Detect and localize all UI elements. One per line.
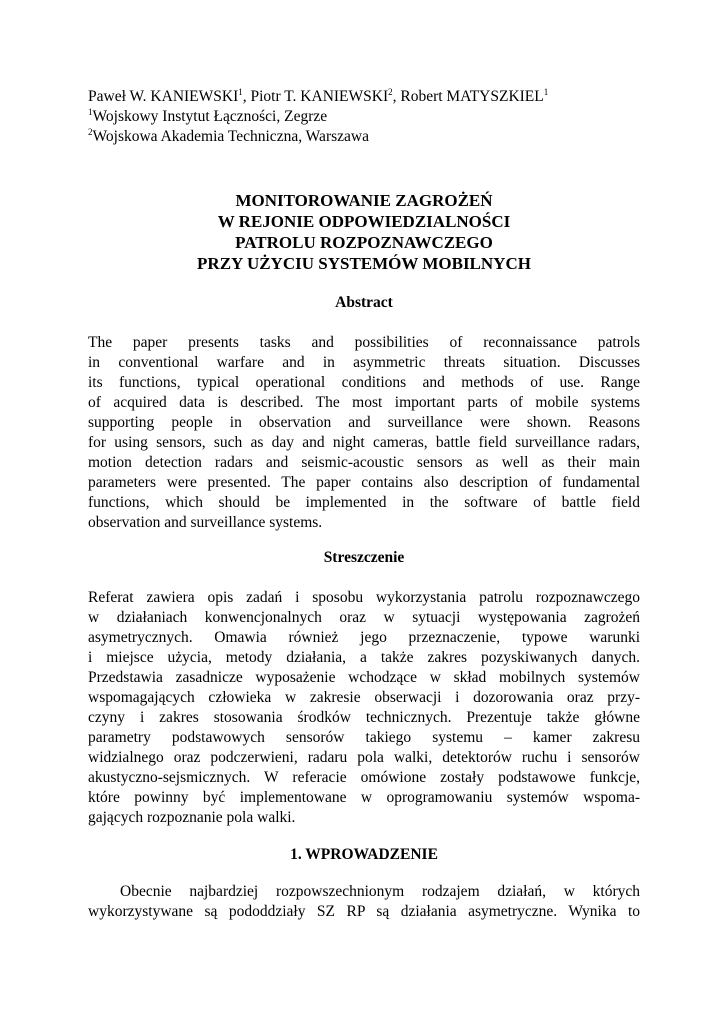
paper-title: [88, 190, 640, 274]
section-1-heading: 1. WPROWADZENIE: [290, 846, 438, 863]
streszczenie-line: które powinny być implementowane w oprogramowaniu systemów wspoma-: [88, 789, 640, 806]
section-1-line: Obecnie najbardziej rozpowszechnionym rodzajem działań, w których: [120, 883, 640, 900]
abstract-paragraph: [88, 333, 640, 533]
author-name: Paweł W. KANIEWSKI: [88, 88, 239, 105]
author-affiliation-mark: 1: [543, 87, 549, 97]
author-block: [88, 87, 640, 147]
affiliation-line: [88, 107, 640, 127]
streszczenie-paragraph: [88, 588, 640, 828]
streszczenie-line: wspomagających człowieka w zakresie obserwacji i dozorowania oraz przy-: [88, 689, 640, 706]
streszczenie-line: parametry podstawowych sensorów takiego systemu – kamer zakresu: [88, 729, 640, 746]
title-line: PATROLU ROZPOZNAWCZEGO: [235, 233, 493, 252]
abstract-line: observation and surveillance systems.: [88, 514, 323, 531]
affiliation-line: [88, 127, 640, 147]
affiliation-mark: 2: [88, 127, 93, 137]
affiliation-text: Wojskowa Akademia Techniczna, Warszawa: [92, 128, 369, 145]
streszczenie-line: asymetrycznych. Omawia również jego przeznaczenie, typowe warunki: [88, 629, 640, 646]
streszczenie-line: Przedstawia zasadnicze wyposażenie wchodzące w skład mobilnych systemów: [88, 669, 640, 686]
author-affiliation-mark: 1: [238, 87, 243, 97]
section-1-line: wykorzystywane są pododdziały SZ RP są działania asymetryczne. Wynika to: [88, 903, 640, 920]
abstract-line: of acquired data is described. The most important parts of mobile systems: [88, 394, 640, 411]
abstract-line: motion detection radars and seismic-acoustic sensors as well as their main: [88, 454, 640, 471]
streszczenie-line: i miejsce użycia, metody działania, a także zakres pozyskiwanych danych.: [88, 649, 640, 666]
section-1-paragraph: [88, 882, 640, 922]
title-line: MONITOROWANIE ZAGROŻEŃ: [235, 191, 493, 210]
streszczenie-heading: Streszczenie: [323, 549, 405, 566]
abstract-line: parameters were presented. The paper contains also description of fundamental: [88, 474, 640, 491]
abstract-line: supporting people in observation and surveillance were shown. Reasons: [88, 414, 640, 431]
author-name: , Robert MATYSZKIEL: [392, 88, 544, 105]
streszczenie-line: akustyczno-sejsmicznych. W referacie omówione zostały podstawowe funkcje,: [88, 769, 640, 786]
author-line: [88, 87, 640, 107]
abstract-line: functions, which should be implemented in the software of battle field: [88, 494, 640, 511]
affiliation-mark: 1: [88, 107, 93, 117]
abstract-line: its functions, typical operational conditions and methods of use. Range: [88, 374, 640, 391]
abstract-line: The paper presents tasks and possibilities of reconnaissance patrols: [88, 334, 640, 351]
streszczenie-line: w działaniach konwencjonalnych oraz w sytuacji występowania zagrożeń: [88, 609, 640, 626]
streszczenie-line: czyny i zakres stosowania środków technicznych. Prezentuje także główne: [88, 709, 640, 726]
author-name: , Piotr T. KANIEWSKI: [242, 88, 389, 105]
affiliation-text: Wojskowy Instytut Łączności, Zegrze: [92, 108, 328, 125]
author-affiliation-mark: 2: [388, 87, 393, 97]
streszczenie-line: gających rozpoznanie pola walki.: [88, 809, 296, 826]
title-line: PRZY UŻYCIU SYSTEMÓW MOBILNYCH: [197, 254, 531, 273]
streszczenie-line: widzialnego oraz podczerwieni, radaru pola walki, detektorów ruchu i sensorów: [88, 749, 640, 766]
streszczenie-line: Referat zawiera opis zadań i sposobu wykorzystania patrolu rozpoznawczego: [88, 589, 640, 606]
abstract-line: in conventional warfare and in asymmetric threats situation. Discusses: [88, 354, 640, 371]
abstract-line: for using sensors, such as day and night cameras, battle field surveillance radars,: [88, 434, 640, 451]
title-line: W REJONIE ODPOWIEDZIALNOŚCI: [217, 212, 511, 231]
abstract-heading: Abstract: [335, 294, 393, 311]
